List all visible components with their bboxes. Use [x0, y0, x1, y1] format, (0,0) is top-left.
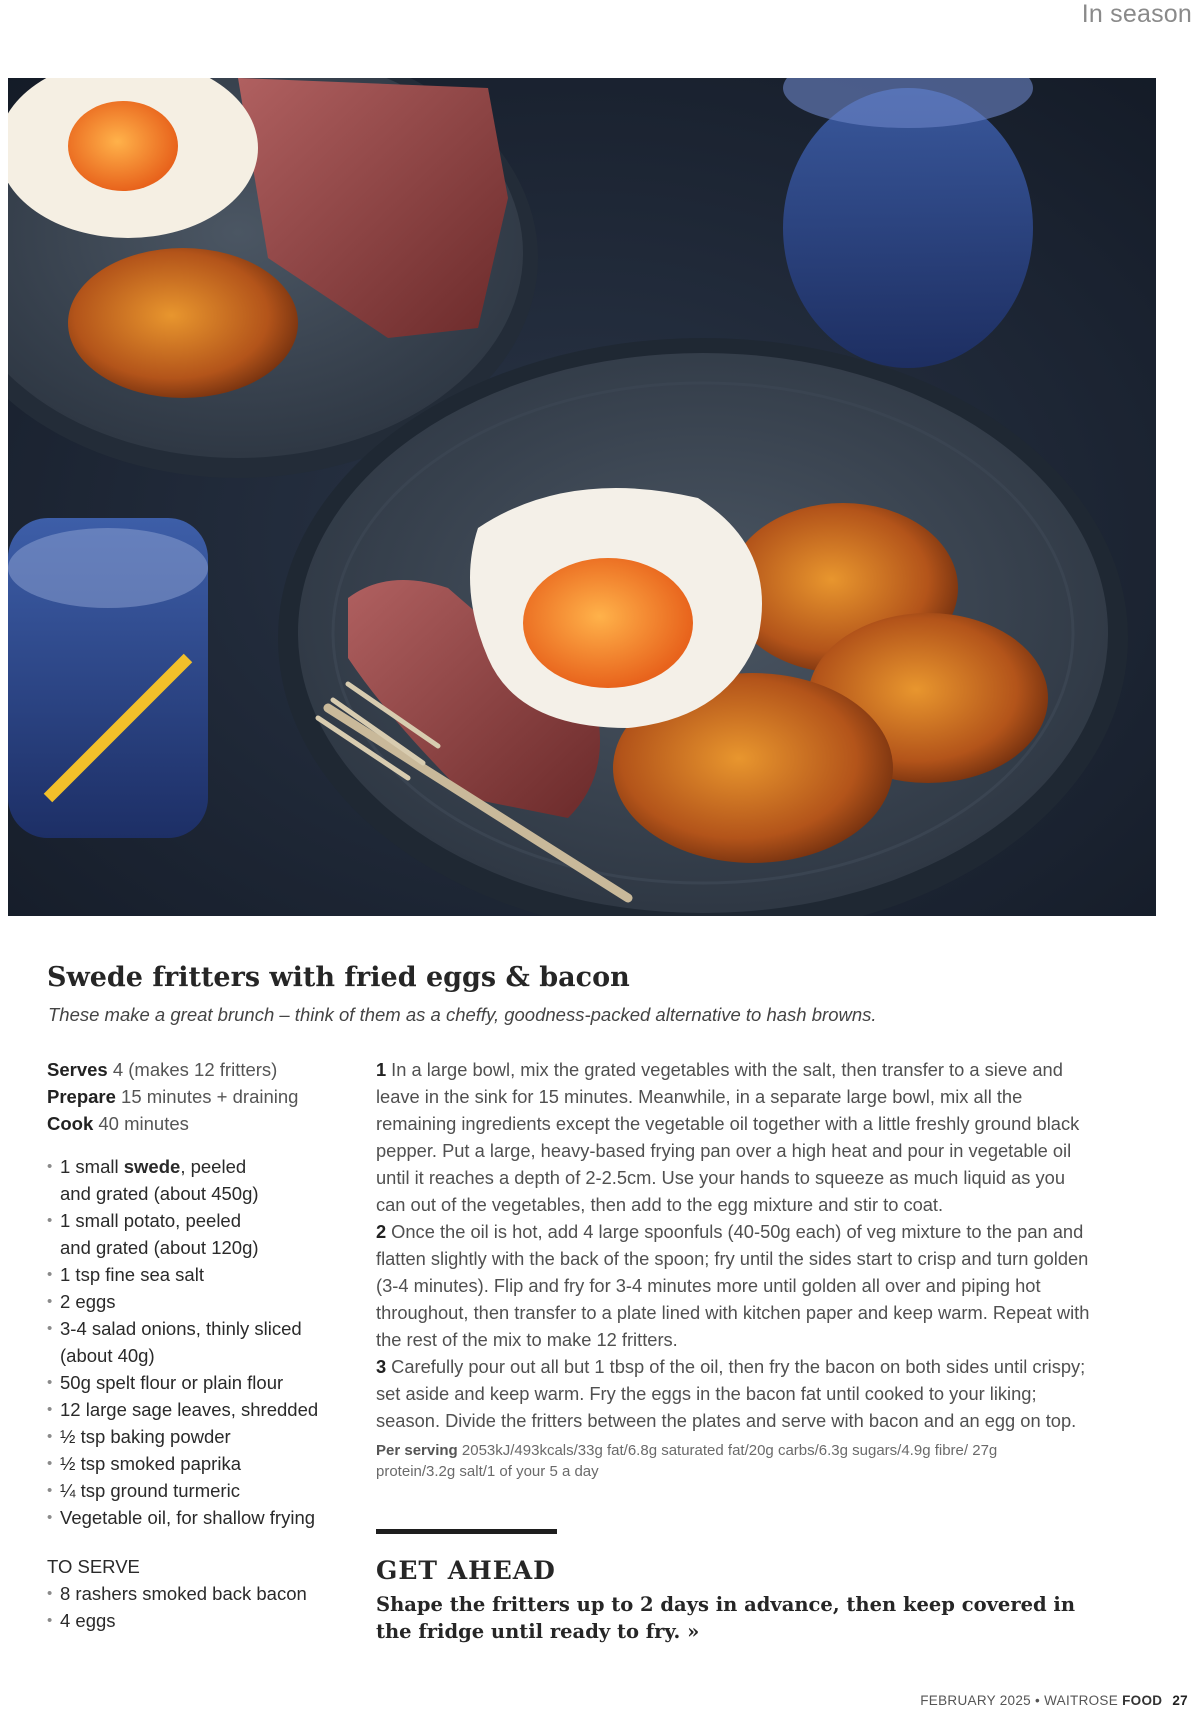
- serves-label: Serves: [47, 1059, 108, 1080]
- prepare-value: 15 minutes + draining: [121, 1086, 299, 1107]
- step-text: In a large bowl, mix the grated vegetables with the salt, then transfer to a sieve and leave in the sink for 15 minutes. Meanwhile, in a separate large bowl, mix all the remaining ingredients except the vegetable oil together with a little freshly ground black pepper. Put a large, heavy-based frying pan over a high heat and pour in vegetable oil until it reaches a depth of 2-2.5cm. Use your hands to squeeze as much liquid as you can out of the vegetables, then add to the egg mixture and stir to coat.: [376, 1059, 1080, 1215]
- ingredient-item: • 1 tsp fine sea salt: [47, 1261, 367, 1288]
- footer-brand-bold: FOOD: [1122, 1693, 1163, 1708]
- to-serve-item: • 8 rashers smoked back bacon: [47, 1580, 367, 1607]
- prepare-label: Prepare: [47, 1086, 116, 1107]
- ingredient-item: • 1 small potato, peeled and grated (about 120g): [47, 1207, 367, 1261]
- get-ahead-heading: GET AHEAD: [376, 1556, 556, 1585]
- page-number: 27: [1172, 1693, 1188, 1708]
- method-step: [376, 1056, 1096, 1218]
- to-serve-item: • 4 eggs: [47, 1607, 367, 1634]
- recipe-info-column: [47, 1056, 367, 1634]
- recipe-standfirst: These make a great brunch – think of them as a cheffy, goodness-packed alternative to hash browns.: [48, 1004, 877, 1025]
- step-text: Carefully pour out all but 1 tbsp of the oil, then fry the bacon on both sides until crispy; set aside and keep warm. Fry the eggs in the bacon fat until cooked to your liking; season. Divide the fritters between the plates and serve with bacon and an egg on top.: [376, 1356, 1086, 1431]
- get-ahead-divider: [376, 1529, 557, 1534]
- ingredient-item: • ½ tsp smoked paprika: [47, 1450, 367, 1477]
- ingredients-list: [47, 1153, 367, 1531]
- to-serve-heading: TO SERVE: [47, 1556, 140, 1577]
- nutrition-info: [376, 1440, 1076, 1482]
- cook-label: Cook: [47, 1113, 94, 1134]
- step-text: Once the oil is hot, add 4 large spoonfuls (40-50g each) of veg mixture to the pan and flatten slightly with the back of the spoon; fry until the sides start to crisp and turn golden (3-4 minutes). Flip and fry for 3-4 minutes more until golden all over and piping hot throughout, then transfer to a plate lined with kitchen paper and keep warm. Repeat with the rest of the mix to make 12 fritters.: [376, 1221, 1090, 1350]
- footer-brand: WAITROSE: [1044, 1693, 1119, 1708]
- ingredient-item: • 2 eggs: [47, 1288, 367, 1315]
- section-label: In season: [1081, 0, 1192, 28]
- ingredient-item: • 3-4 salad onions, thinly sliced (about 40g): [47, 1315, 367, 1369]
- prepare-line: [47, 1083, 367, 1110]
- footer-date: FEBRUARY 2025: [920, 1693, 1031, 1708]
- cook-value: 40 minutes: [98, 1113, 189, 1134]
- method-step: [376, 1218, 1096, 1353]
- recipe-title: Swede fritters with fried eggs & bacon: [47, 962, 630, 993]
- method-column: [376, 1056, 1096, 1434]
- page-footer: [920, 1693, 1188, 1708]
- recipe-photo: [8, 78, 1156, 916]
- step-number: 2: [376, 1221, 387, 1242]
- ingredient-item: • Vegetable oil, for shallow frying: [47, 1504, 367, 1531]
- ingredient-item: • ½ tsp baking powder: [47, 1423, 367, 1450]
- ingredient-item: • 12 large sage leaves, shredded: [47, 1396, 367, 1423]
- step-number: 3: [376, 1356, 387, 1377]
- serves-line: [47, 1056, 367, 1083]
- nutrition-label: Per serving: [376, 1442, 458, 1459]
- serves-value: 4 (makes 12 fritters): [112, 1059, 278, 1080]
- ingredient-item: • 1 small swede, peeled and grated (about 450g): [47, 1153, 367, 1207]
- method-step: [376, 1353, 1096, 1434]
- step-number: 1: [376, 1059, 387, 1080]
- get-ahead-text: Shape the fritters up to 2 days in advance, then keep covered in the fridge until ready to fry. »: [376, 1593, 1076, 1643]
- cook-line: [47, 1110, 367, 1137]
- ingredient-item: • 50g spelt flour or plain flour: [47, 1369, 367, 1396]
- nutrition-text: 2053kJ/493kcals/33g fat/6.8g saturated fat/20g carbs/6.3g sugars/4.9g fibre/ 27g protein/3.2g salt/1 of your 5 a day: [376, 1442, 998, 1480]
- footer-separator: •: [1035, 1693, 1041, 1708]
- to-serve-list: [47, 1580, 367, 1634]
- ingredient-item: • ¼ tsp ground turmeric: [47, 1477, 367, 1504]
